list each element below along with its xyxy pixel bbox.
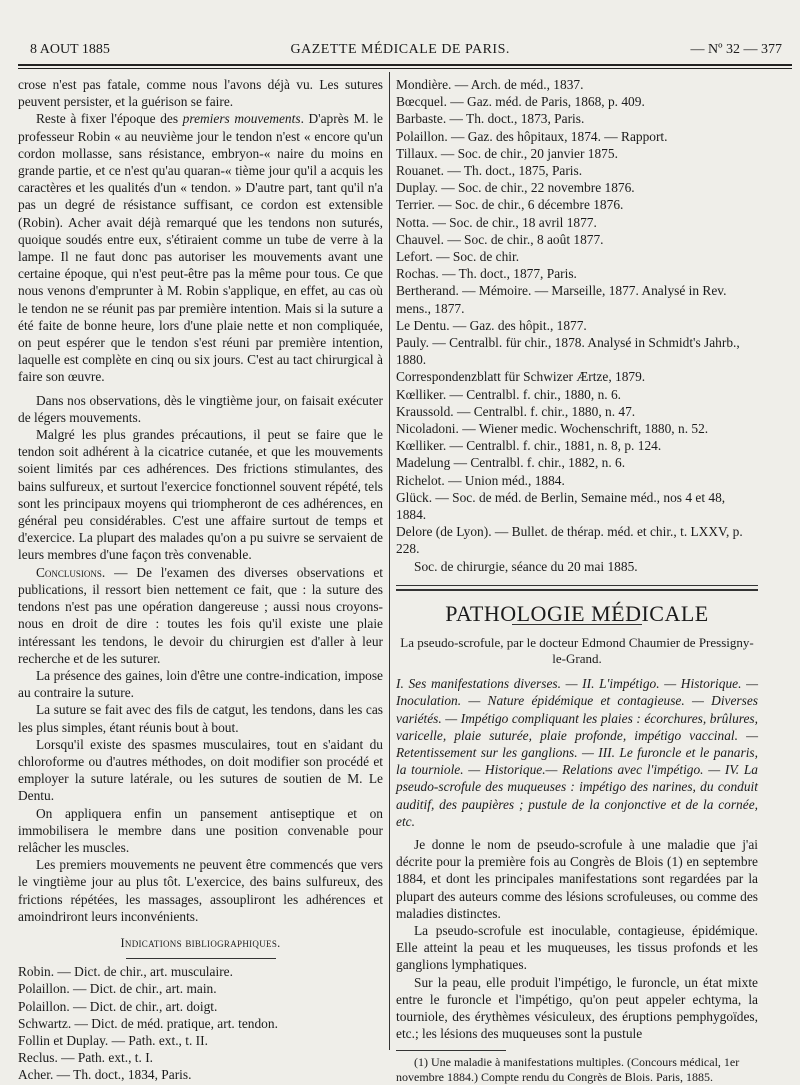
left-paragraph-9: On appliquera enfin un pansement antiseptique et on immobilisera le membre dans une position convenable pour relâcher les muscles. [18,805,383,855]
column-divider [389,72,390,1050]
text-run: Reste à fixer l'époque des [36,111,183,127]
bib-ref-right: Mondière. — Arch. de méd., 1837. [396,77,584,92]
header-rule-thin [18,68,792,69]
bib-ref-right: Correspondenzblatt für Schwizer Ærtze, 1879. [396,369,646,385]
section-title: PATHOLOGIE MÉDICALE [445,600,709,626]
bib-ref-right: Tillaux. — Soc. de chir., 20 janvier 1875. [396,145,618,161]
section-separator-thin [396,585,758,586]
bib-ref-right: Barbaste. — Th. doct., 1873, Paris. [396,111,585,127]
bib-ref-right: Pauly. — Centralbl. für chir., 1878. Analysé in Schmidt's Jahrb., 1880. [396,335,740,368]
bib-ref-right: Nicoladoni. — Wiener medic. Wochenschrift, 1880, n. 52. [396,421,709,437]
bib-ref-right: Bertherand. — Mémoire. — Marseille, 1877. Analysé in Rev. mens., 1877. [396,283,727,316]
bib-ref-left: Robin. — Dict. de chir., art. musculaire. [18,964,233,980]
right-paragraph-2: La pseudo-scrofule est inoculable, contagieuse, épidémique. Elle atteint la peau et les muqueuses, les tissus profonds et les ganglions lymphatiques. [396,922,758,973]
bib-ref-right: Delore (de Lyon). — Bullet. de thérap. méd. et chir., t. LXXV, p. 228. [396,524,743,557]
left-paragraph-3: Dans nos observations, dès le vingtième jour, on faisait exécuter de légers mouvements. [18,392,383,425]
header-issue-page [691,42,782,58]
right-column [396,76,758,1085]
left-paragraph-1: crose n'est pas fatale, comme nous l'avons déjà vu. Les sutures peuvent persister, et la guérison se faire. [18,77,383,110]
bib-ref-right: Le Dentu. — Gaz. des hôpit., 1877. [396,317,587,333]
left-paragraph-2 [18,110,383,385]
left-column [18,76,383,1084]
left-paragraph-10: Les premiers mouvements ne peuvent être commencés que vers le vingtième jour au plus tôt. L'exercice, des bains sulfureux, des frictions répétées, les massages, assoupliront les adhérences et amoindriront leurs inconvénients. [18,857,383,924]
bib-ref-right: Kœlliker. — Centralbl. f. chir., 1880, n. 6. [396,386,622,402]
header-date: 8 AOUT 1885 [30,42,110,57]
bib-ref-right: Lefort. — Soc. de chir. [396,249,520,265]
left-paragraph-7: La suture se fait avec des fils de catgut, les tendons, dans les cas les plus simples, étant réunis bout à bout. [18,702,383,735]
bib-ref-right: Polaillon. — Gaz. des hôpitaux, 1874. — Rapport. [396,128,668,144]
bib-ref-right: Notta. — Soc. de chir., 18 avril 1877. [396,214,597,230]
bib-ref-right: Kraussold. — Centralbl. f. chir., 1880, n. 47. [396,403,636,419]
article-byline: La pseudo-scrofule, par le docteur Edmond Chaumier de Pressigny-le-Grand. [400,635,754,667]
left-paragraph-4: Malgré les plus grandes précautions, il peut se faire que le tendon soit adhérent à la cicatrice cutanée, et que les mouvements soient limités par ces adhérences. Des frictions stimulantes, des bains sulfureux, et surtout l'exercice fonctionnel souvent répété, tels sont les principaux moyens qui triompheront de ces adhérences, en général peu considérables. C'est une affaire surtout de temps et d'exercice. La plupart des malades qu'on a pu suivre se servaient de leurs membres d'une façon très convenable. [18,427,383,563]
bib-ref-right: Rouanet. — Th. doct., 1875, Paris. [396,163,583,179]
bib-ref-right: Glück. — Soc. de méd. de Berlin, Semaine méd., nos 4 et 48, 1884. [396,489,726,523]
right-paragraph-1: Je donne le nom de pseudo-scrofule à une maladie que j'ai décrite pour la première fois au Congrès de Blois (1) en septembre 1884, et dont les principales manifestations sont regardées par la plupart des auteurs comme des lésions scrofuleuses, ou comme des maladies distinctes. [396,836,758,921]
page-header [30,42,782,64]
text-run: — De l'examen des diverses observations et publications, il ressort bien nettement ce fait, que : la suture des tendons n'est pas une opération dangereuse ; aussi nous croyons-nous en droit de dire : toutes les fois qu'il existe une plaie intéressant les tendons, le devoir du chirurgien est d'aller à leur recherche et de les suturer. [18,564,383,666]
section-separator-thick [396,589,758,591]
footnote-rule [396,1050,506,1051]
left-paragraph-6: La présence des gaines, loin d'être une contre-indication, impose au contraire la suture. [18,667,383,701]
header-page-number: 377 [761,42,782,57]
footnote: (1) Une maladie à manifestations multiples. (Concours médical, 1er novembre 1884.) Compte rendu du Congrès de Blois. Paris, 1885. [396,1055,740,1085]
bib-ref-right: Soc. de chirurgie, séance du 20 mai 1885. [414,558,638,574]
header-journal-title: GAZETTE MÉDICALE DE PARIS. [290,42,510,57]
conclusions-paragraph [18,564,383,667]
bib-ref-left: Polaillon. — Dict. de chir., art. doigt. [18,998,218,1014]
emphasis-text: premiers mouvements [182,111,301,127]
right-paragraph-3: Sur la peau, elle produit l'impétigo, le furoncle, un état mixte entre le furoncle et l'impétigo, qu'on peut appeler echtyma, la tourniole, des érythèmes vésiculeux, des éruptions pemphygoïdes, etc.; les lésions des muqueuses sont la pustule [396,974,758,1042]
bib-ref-right: Bœcquel. — Gaz. méd. de Paris, 1868, p. 409. [396,94,645,110]
header-issue: — Nº 32 — [690,42,758,57]
bib-ref-right: Rochas. — Th. doct., 1877, Paris. [396,266,577,282]
conclusions-heading: Conclusions. [36,564,106,580]
bib-ref-right: Madelung — Centralbl. f. chir., 1882, n. 6. [396,455,626,471]
bib-ref-left: Schwartz. — Dict. de méd. pratique, art. tendon. [18,1015,278,1031]
bib-ref-left: Follin et Duplay. — Path. ext., t. II. [18,1032,208,1048]
bib-ref-left: Reclus. — Path. ext., t. I. [18,1050,154,1066]
bib-ref-right: Duplay. — Soc. de chir., 22 novembre 1876. [396,180,635,196]
bib-ref-left: Polaillon. — Dict. de chir., art. main. [18,981,217,997]
bibliography-heading-rule [126,958,276,959]
left-paragraph-8: Lorsqu'il existe des spasmes musculaires, tout en s'aidant du chloroforme ou d'autres méthodes, on doit modifier son procédé et employer la suture latérale, ou les sutures de soutien de M. Le Dentu. [18,736,383,804]
article-summary: I. Ses manifestations diverses. — II. L'impétigo. — Historique. — Inoculation. — Nature épidémique et contagieuse. — Diverses variétés. — Impétigo compliquant les plaies : écorchures, brûlures, varicelle, plaie suturée, plaie profonde, impétigo vaccinal. — Retentissement sur les ganglions. — III. Le furoncle et le panaris, la tourniole. — Historique.— Relations avec l'impétigo. — IV. La pseudo-scrofule des muqueuses : impétigo des narines, du conduit auditif, des paupières ; pustule de la conjonctive et de la cornée, etc. [396,676,758,829]
bibliography-heading: Indications bibliographiques. [120,935,281,950]
text-run: . D'après M. le professeur Robin « au neuvième jour le tendon n'est « encore qu'un cordon mollasse, sans résistance, embryon-« naire du moins en grande partie, et ce n'est qu'au quaran-« tième jour qu'il a acquis les caractères et les qualités d'un « tendon. » D'autre part, tant qu'il n'a pas un degré de résistance suffisant, ce cordon est extensible (Robin). Acher avait déjà remarqué que les tendons non suturés, quoique soudés entre eux, s'étiraient comme un tube de verre à la lampe. Il ne faut donc pas autoriser les mouvements avant une certaine époque, qui n'est peut-être pas la même pour tous. Ce que nous venons d'emprunter à M. Robin s'applique, en effet, au cas où le tendon ne se réunit pas par première intention. Mais si la suture a été faite de bonne heure, lors d'une plaie nette et non compliquée, on peut espérer que le tendon s'est réuni par première intention, laquelle est complète en cinq ou six jours. C'est au tact chirurgical à faire son œuvre. [18,111,383,385]
bib-ref-right: Richelot. — Union méd., 1884. [396,472,565,488]
bib-ref-right: Terrier. — Soc. de chir., 6 décembre 1876. [396,197,624,213]
bib-ref-right: Chauvel. — Soc. de chir., 8 août 1877. [396,231,604,247]
bib-ref-left: Acher. — Th. doct., 1834, Paris. [18,1067,192,1083]
header-rule-thick [18,64,792,66]
bib-ref-right: Kœlliker. — Centralbl. f. chir., 1881, n. 8, p. 124. [396,438,662,454]
